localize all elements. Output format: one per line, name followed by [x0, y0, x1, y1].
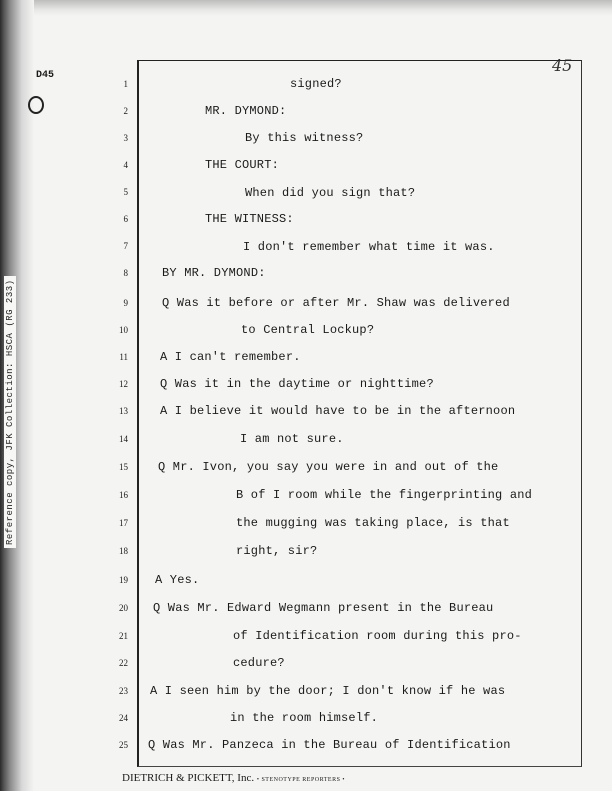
- line-number: 7: [123, 241, 128, 251]
- transcript-line: When did you sign that?: [245, 186, 416, 200]
- line-number: 6: [123, 214, 128, 224]
- line-number: 23: [119, 686, 128, 696]
- line-number: 24: [119, 713, 128, 723]
- line-number: 18: [119, 546, 128, 556]
- transcript-line: A Yes.: [155, 573, 200, 587]
- line-number: 19: [119, 575, 128, 585]
- transcript-line: A I seen him by the door; I don't know if he was: [150, 684, 506, 698]
- reporter-tagline: • STENOTYPE REPORTERS •: [256, 777, 346, 783]
- line-number: 9: [123, 298, 128, 308]
- line-number: 20: [119, 603, 128, 613]
- document-id: D45: [36, 70, 55, 81]
- transcript-line: THE COURT:: [205, 158, 280, 172]
- line-number: 8: [123, 268, 128, 278]
- transcript-line: MR. DYMOND:: [205, 104, 287, 118]
- line-number: 10: [119, 325, 128, 335]
- line-number: 15: [119, 462, 128, 472]
- line-number: 12: [119, 379, 128, 389]
- transcript-line: Q Was it before or after Mr. Shaw was delivered: [162, 296, 510, 310]
- scan-top-edge: [0, 0, 612, 16]
- transcript-line: the mugging was taking place, is that: [236, 516, 510, 530]
- transcript-line: I don't remember what time it was.: [243, 240, 495, 254]
- transcript-line: right, sir?: [236, 544, 318, 558]
- line-number: 13: [119, 406, 128, 416]
- reporter-footer: [122, 772, 345, 784]
- line-number: 4: [123, 160, 128, 170]
- transcript-line: of Identification room during this pro-: [233, 629, 522, 643]
- reporter-company: DIETRICH & PICKETT, Inc.: [122, 772, 255, 784]
- line-number: 16: [119, 490, 128, 500]
- line-number: 3: [123, 133, 128, 143]
- reference-stamp: Reference copy, JFK Collection: HSCA (RG 233): [4, 276, 16, 548]
- transcript-line: to Central Lockup?: [241, 323, 375, 337]
- transcript-line: signed?: [290, 77, 342, 91]
- transcript-line: THE WITNESS:: [205, 212, 294, 226]
- transcript-line: By this witness?: [245, 131, 364, 145]
- binder-ring-icon: [28, 96, 44, 114]
- transcript-line: Q Was it in the daytime or nighttime?: [160, 377, 434, 391]
- line-number: 21: [119, 631, 128, 641]
- line-number: 14: [119, 434, 128, 444]
- line-number: 22: [119, 658, 128, 668]
- line-number: 5: [123, 187, 128, 197]
- transcript-line: I am not sure.: [240, 432, 344, 446]
- transcript-line: B of I room while the fingerprinting and: [236, 488, 533, 502]
- line-number: 17: [119, 518, 128, 528]
- line-number: 1: [123, 79, 128, 89]
- line-number: 25: [119, 740, 128, 750]
- transcript-line: A I believe it would have to be in the afternoon: [160, 404, 516, 418]
- transcript-line: in the room himself.: [230, 711, 379, 725]
- transcript-line: Q Was Mr. Edward Wegmann present in the Bureau: [153, 601, 494, 615]
- transcript-line: cedure?: [233, 656, 285, 670]
- page-number: 45: [552, 56, 573, 75]
- transcript-line: A I can't remember.: [160, 350, 301, 364]
- line-number: 11: [119, 352, 128, 362]
- line-number: 2: [123, 106, 128, 116]
- transcript-line: BY MR. DYMOND:: [162, 266, 266, 280]
- transcript-line: Q Was Mr. Panzeca in the Bureau of Identification: [148, 738, 511, 752]
- transcript-line: Q Mr. Ivon, you say you were in and out of the: [158, 460, 499, 474]
